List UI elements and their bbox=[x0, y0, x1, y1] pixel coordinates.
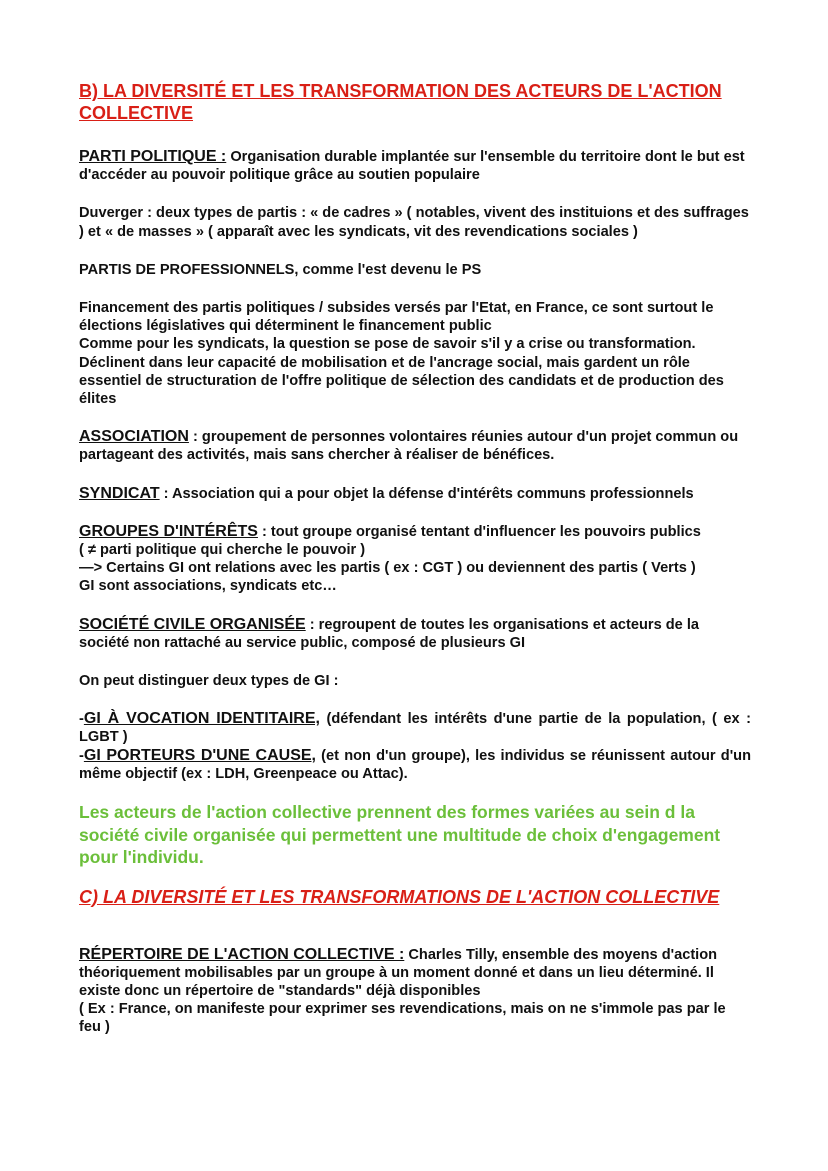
declin-paragraph: Déclinent dans leur capacité de mobilisation et de l'ancrage social, mais gardent un rôle essentiel de structuration de l'offre politique de sélection des candidats et de production des élites bbox=[79, 354, 724, 408]
section-c-title: C) LA DIVERSITÉ ET LES TRANSFORMATIONS DE L'ACTION COLLECTIVE bbox=[79, 886, 720, 907]
repertoire-term: RÉPERTOIRE DE L'ACTION COLLECTIVE : bbox=[79, 945, 405, 963]
groupes-interets-line-3: —> Certains GI ont relations avec les partis ( ex : CGT ) ou deviennent des partis ( Verts ) bbox=[79, 560, 696, 577]
association-definition: : groupement de personnes volontaires réunies autour d'un projet commun ou partageant des activités, mais sans chercher à réaliser de bénéfices. bbox=[79, 429, 739, 464]
parti-politique-paragraph bbox=[79, 148, 751, 184]
societe-civile-term: SOCIÉTÉ CIVILE ORGANISÉE bbox=[79, 615, 306, 633]
parti-politique-definition: Organisation durable implantée sur l'ensemble du territoire dont le but est d'accéder au pouvoir politique grâce au soutien populaire bbox=[79, 149, 745, 184]
repertoire-paragraph bbox=[79, 946, 751, 1001]
gi-cause-paragraph bbox=[79, 747, 751, 783]
groupes-interets-line-2: ( ≠ parti politique qui cherche le pouvoir ) bbox=[79, 542, 366, 559]
document-page bbox=[79, 80, 751, 1037]
syndicat-term: SYNDICAT bbox=[79, 484, 160, 502]
repertoire-example: ( Ex : France, on manifeste pour exprimer ses revendications, mais on ne s'immole pas par le feu ) bbox=[79, 1001, 726, 1036]
gi-identitaire-definition: (défendant les intérêts d'une partie de la population, ( ex : LGBT ) bbox=[79, 711, 751, 746]
gi-cause-term: GI PORTEURS D'UNE CAUSE, bbox=[83, 746, 316, 764]
groupes-interets-paragraph bbox=[79, 523, 751, 541]
section-b-title: B) LA DIVERSITÉ ET LES TRANSFORMATION DES ACTEURS DE L'ACTION COLLECTIVE bbox=[79, 81, 722, 123]
groupes-interets-line-4: GI sont associations, syndicats etc… bbox=[79, 578, 337, 595]
groupes-interets-term: GROUPES D'INTÉRÊTS bbox=[79, 522, 258, 540]
syndicats-question-paragraph: Comme pour les syndicats, la question se pose de savoir s'il y a crise ou transformation. bbox=[79, 336, 696, 353]
societe-civile-paragraph bbox=[79, 616, 751, 652]
financement-paragraph: Financement des partis politiques / subsides versés par l'Etat, en France, ce sont surtout le élections législatives qui déterminent le financement public bbox=[79, 300, 714, 335]
societe-civile-definition: : regroupent de toutes les organisations et acteurs de la société non rattaché au service public, composé de plusieurs GI bbox=[79, 616, 700, 651]
repertoire-definition: Charles Tilly, ensemble des moyens d'action théoriquement mobilisables par un groupe à un moment donné et dans un lieu déterminé. Il existe donc un répertoire de "standards" déjà disponibles bbox=[79, 946, 718, 999]
deux-types-paragraph: On peut distinguer deux types de GI : bbox=[79, 673, 339, 690]
gi-identitaire-term: GI À VOCATION IDENTITAIRE, bbox=[83, 710, 320, 728]
association-paragraph bbox=[79, 428, 751, 464]
gi-identitaire-paragraph bbox=[79, 710, 751, 746]
gi-cause-prefix: - bbox=[79, 747, 84, 764]
partis-professionnels-paragraph: PARTIS DE PROFESSIONNELS, comme l'est devenu le PS bbox=[79, 261, 482, 278]
gi-cause-definition: (et non d'un groupe), les individus se réunissent autour d'un même objectif (ex : LDH, Greenpeace ou Attac). bbox=[79, 747, 752, 782]
gi-identitaire-prefix: - bbox=[79, 711, 84, 728]
association-term: ASSOCIATION bbox=[79, 428, 189, 446]
syndicat-paragraph bbox=[79, 485, 751, 503]
duverger-paragraph: Duverger : deux types de partis : « de cadres » ( notables, vivent des instituions et des suffrages ) et « de masses » ( apparaît avec les syndicats, vit des revendications sociales ) bbox=[79, 205, 749, 240]
conclusion-paragraph: Les acteurs de l'action collective prennent des formes variées au sein d la société civile organisée qui permettent une multitude de choix d'engagement pour l'individu. bbox=[79, 802, 721, 868]
parti-politique-term: PARTI POLITIQUE : bbox=[79, 148, 227, 165]
groupes-interets-definition: : tout groupe organisé tentant d'influencer les pouvoirs publics bbox=[257, 523, 701, 540]
syndicat-definition: : Association qui a pour objet la défense d'intérêts communs professionnels bbox=[159, 485, 694, 502]
